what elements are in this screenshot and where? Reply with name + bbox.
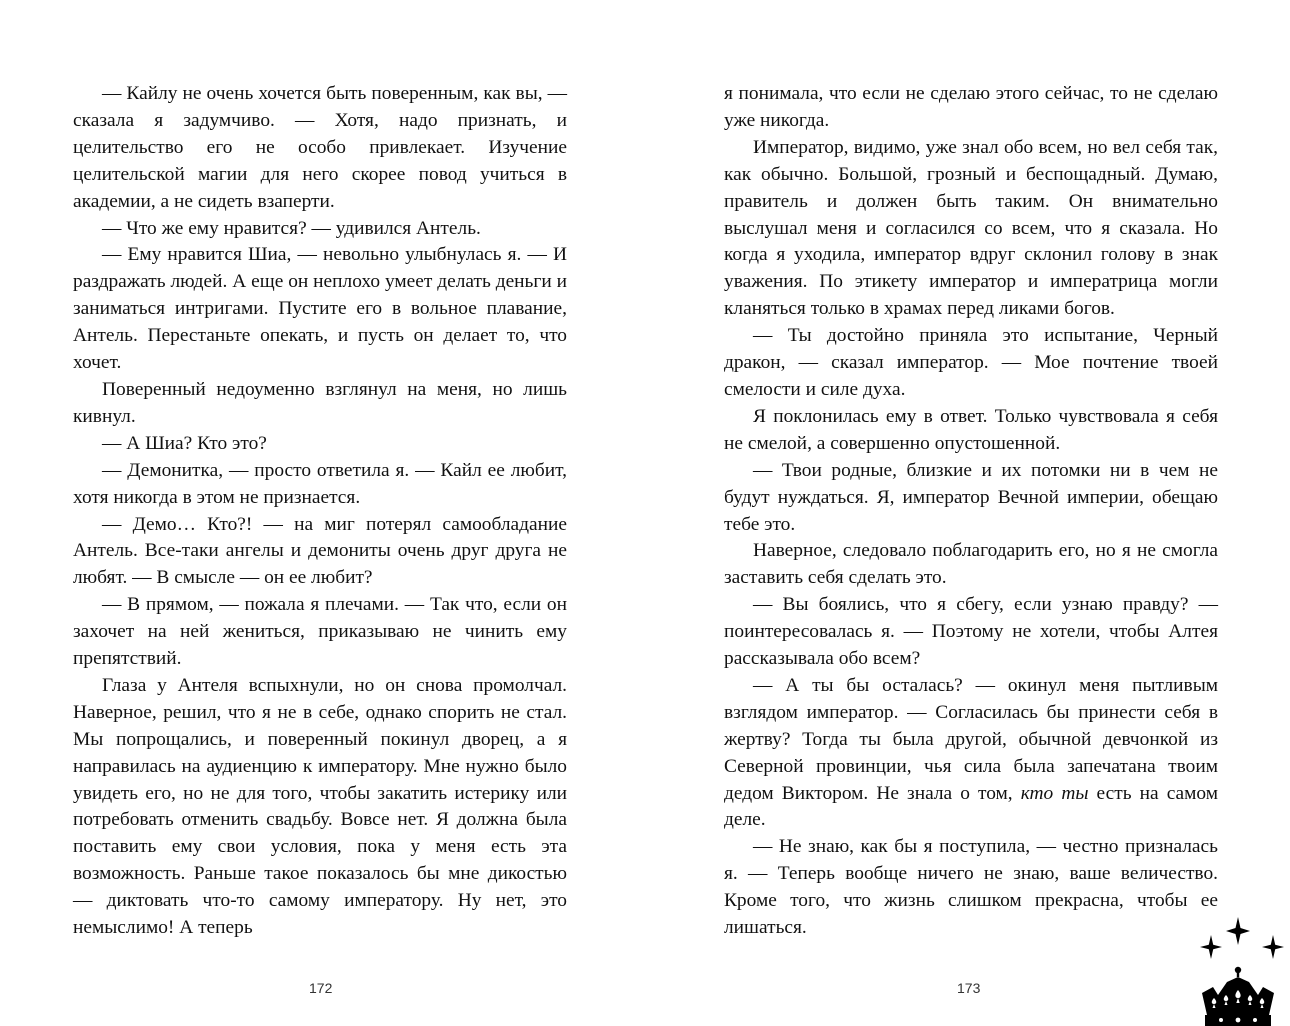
paragraph-text: есть на самом деле. (724, 782, 1219, 831)
paragraph-text: — А ты бы осталась? — окинул меня пытливым взглядом император. — Согласилась бы принести себя в жертву? Тогда ты была другой, обычной девчонкой из Северной провинции, чья сила была запечатана твоим дедом Виктором. Не знала о том, (724, 674, 1218, 804)
paragraph: — Твои родные, близкие и их потомки ни в чем не будут нуждаться. Я, император Вечной империи, обещаю тебе это. (724, 459, 1218, 535)
paragraph: — Демонитка, — просто ответила я. — Кайл ее любит, хотя никогда в этом не признается. (73, 459, 567, 508)
paragraph: Глаза у Антеля вспыхнули, но он снова промолчал. Наверное, решил, что я не в себе, однако спорить не стал. Мы попрощались, и поверенный покинул дворец, а я направилась на аудиенцию к императору. Мне нужно было увидеть его, но не для того, чтобы закатить истерику или потребовать отменить свадьбу. Вовсе нет. Я должна была поставить ему свои условия, пока у меня есть эта возможность. Раньше такое показалось бы мне дикостью — диктовать что-то самому императору. Ну нет, это немыслимо! А теперь (73, 674, 567, 939)
paragraph: — Демо… Кто?! — на миг потерял самообладание Антель. Все-таки ангелы и демониты очень друг друга не любят. — В смысле — он ее любит? (73, 513, 567, 589)
italic-emphasis: кто ты (1020, 782, 1089, 804)
paragraph: я понимала, что если не сделаю этого сейчас, то не сделаю уже никогда. (724, 83, 1218, 131)
paragraph: Я поклонилась ему в ответ. Только чувствовала я себя не смелой, а совершенно опустошенной. (724, 405, 1218, 454)
paragraph: Поверенный недоуменно взглянул на меня, но лишь кивнул. (73, 378, 567, 427)
paragraph: — Не знаю, как бы я поступила, — честно призналась я. — Теперь вообще ничего не знаю, ваше величество. Кроме того, что жизнь слишком прекрасна, чтобы ее лишаться. (724, 836, 1218, 939)
crown-with-stars-icon (1183, 915, 1290, 1026)
paragraph (724, 673, 1218, 834)
paragraph: — Ты достойно приняла это испытание, Черный дракон, — сказал император. — Мое почтение твоей смелости и силе духа. (724, 325, 1218, 400)
right-page-text (724, 81, 1218, 942)
paragraph: — Вы боялись, что я сбегу, если узнаю правду? — поинтересовалась я. — Поэтому не хотели, чтобы Алтея рассказывала обо всем? (724, 594, 1218, 670)
paragraph: Император, видимо, уже знал обо всем, но вел себя так, как обычно. Большой, грозный и беспощадный. Думаю, правитель и должен быть таким. Он внимательно выслушал меня и согласился со всем, что я сказала. Но когда я уходила, император вдруг склонил голову в знак уважения. По этикету император и императрица могли кланяться только в храмах перед ликами богов. (724, 136, 1218, 320)
page-number: 172 (309, 980, 333, 996)
paragraph: — В прямом, — пожала я плечами. — Так что, если он захочет на ней жениться, приказываю не чинить ему препятствий. (73, 594, 567, 670)
paragraph: — Что же ему нравится? — удивился Антель. (102, 217, 481, 239)
page-number: 173 (957, 980, 981, 996)
left-page-text (73, 81, 567, 942)
right-page (645, 0, 1290, 1026)
paragraph: — Кайлу не очень хочется быть поверенным, как вы, — сказала я задумчиво. — Хотя, надо признать, и целительство его не особо привлекает. Изучение целительской магии для него скорее повод учиться в академии, а не сидеть взаперти. (73, 83, 567, 212)
paragraph: — А Шиа? Кто это? (102, 432, 267, 454)
paragraph: Наверное, следовало поблагодарить его, но я не смогла заставить себя сделать это. (724, 540, 1218, 589)
paragraph: — Ему нравится Шиа, — невольно улыбнулась я. — И раздражать людей. А еще он неплохо умеет делать деньги и заниматься интригами. Пустите его в вольное плавание, Антель. Перестаньте опекать, и пусть он делает то, что хочет. (73, 244, 567, 374)
